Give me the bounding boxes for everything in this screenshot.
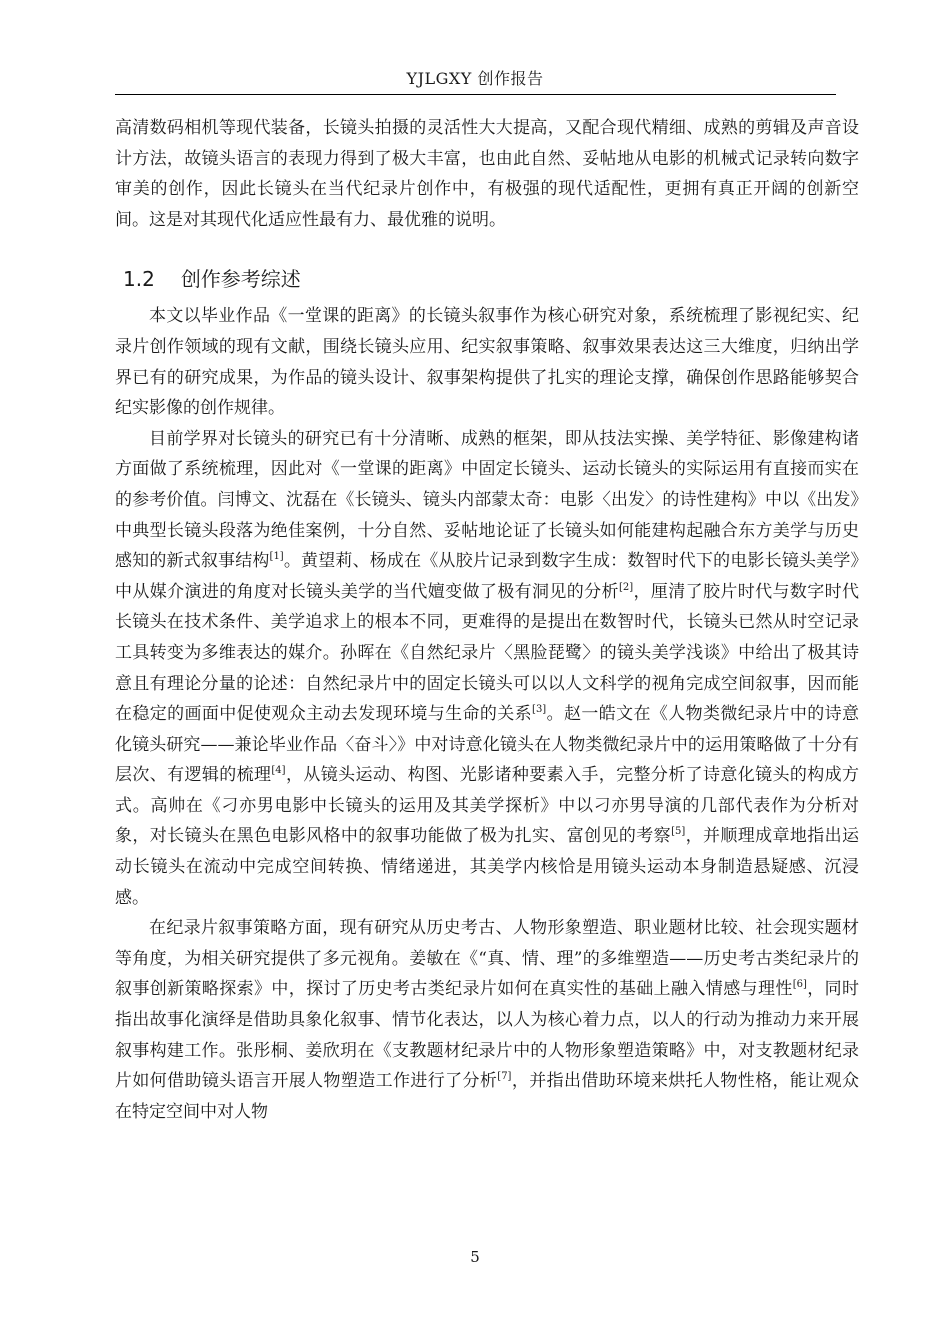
page-number: 5 (470, 1248, 480, 1266)
section-number: 1.2 (123, 267, 155, 292)
document-body (115, 113, 859, 1127)
paragraph-text: ，厘清了胶片时代与数字时代长镜头在技术条件、美学追求上的根本不同，更难得的是提出在数智时代，长镜头已然从时空记录工具转变为多维表达的媒介。孙晖在《自然纪录片〈黑脸琵鹭〉的镜头美学浅谈》中给出了极其诗意且有理论分量的论述：自然纪录片中的固定长镜头可以以人文科学的视角完成空间叙事，因而能在稳定的画面中促使观众主动去发现环境与生命的关系 (115, 581, 860, 725)
citation-4: [4] (271, 765, 286, 777)
page-header-title: YJLGXY 创作报告 (406, 69, 544, 88)
paragraph-text: 在纪录片叙事策略方面，现有研究从历史考古、人物形象塑造、职业题材比较、社会现实题材等角度，为相关研究提供了多元视角。姜敏在《“真、情、理”的多维塑造——历史考古类纪录片的叙事创新策略探索》中，探讨了历史考古类纪录片如何在真实性的基础上融入情感与理性 (115, 918, 859, 1000)
paragraph-text: ，并顺理成章地指出运动长镜头在流动中完成空间转换、情绪递进，其美学内核恰是用镜头运动本身制造悬疑感、沉浸感。 (115, 826, 860, 908)
citation-1: [1] (269, 551, 284, 563)
body-paragraph-2 (115, 424, 859, 914)
citation-3: [3] (532, 704, 547, 716)
paragraph-text: 目前学界对长镜头的研究已有十分清晰、成熟的框架，即从技法实操、美学特征、影像建构诸方面做了系统梳理，因此对《一堂课的距离》中固定长镜头、运动长镜头的实际运用有直接而实在的参考价值。闫博文、沈磊在《长镜头、镜头内部蒙太奇：电影〈出发〉的诗性建构》中以《出发》中典型长镜头段落为绝佳案例，十分自然、妥帖地论证了长镜头如何能建构起融合东方美学与历史感知的新式叙事结构 (115, 428, 859, 572)
citation-7: [7] (497, 1071, 512, 1083)
paragraph-text: 。黄望莉、杨成在《从胶片记录到数字生成：数智时代下的电影长镜头美学》中从媒介演进的角度对长镜头美学的当代嬗变做了极有洞见的分析 (115, 551, 860, 602)
paragraph-text: 。赵一皓文在《人物类微纪录片中的诗意化镜头研究——兼论毕业作品〈奋斗〉》中对诗意化镜头在人物类微纪录片中的运用策略做了十分有层次、有逻辑的梳理 (115, 704, 860, 786)
body-paragraph-3 (115, 913, 859, 1127)
citation-5: [5] (671, 826, 686, 838)
paragraph-text: ，同时指出故事化演绎是借助具象化叙事、情节化表达，以人为核心着力点，以人的行动为推动力来开展叙事构建工作。张彤桐、姜欣玥在《支教题材纪录片中的人物形象塑造策略》中，对支教题材纪录片如何借助镜头语言开展人物塑造工作进行了分析 (115, 979, 860, 1092)
intro-paragraph: 高清数码相机等现代装备，长镜头拍摄的灵活性大大提高，又配合现代精细、成熟的剪辑及声音设计方法，故镜头语言的表现力得到了极大丰富，也由此自然、妥帖地从电影的机械式记录转向数字审美的创作，因此长镜头在当代纪录片创作中，有极强的现代适配性，更拥有真正开阔的创新空间。这是对其现代化适应性最有力、最优雅的说明。 (115, 118, 859, 230)
header-divider (115, 94, 836, 95)
citation-2: [2] (618, 581, 634, 593)
section-title: 创作参考综述 (180, 267, 301, 292)
section-heading (123, 265, 859, 293)
paragraph-text: ，并指出借助环境来烘托人物性格，能让观众在特定空间中对人物 (115, 1071, 860, 1122)
paragraph-text: ，从镜头运动、构图、光影诸种要素入手，完整分析了诗意化镜头的构成方式。高帅在《刁亦男电影中长镜头的运用及其美学探析》中以刁亦男导演的几部代表作为分析对象，对长镜头在黑色电影风格中的叙事功能做了极为扎实、富创见的考察 (115, 765, 860, 847)
citation-6: [6] (792, 979, 807, 991)
body-paragraph-1: 本文以毕业作品《一堂课的距离》的长镜头叙事作为核心研究对象，系统梳理了影视纪实、纪录片创作领域的现有文献，围绕长镜头应用、纪实叙事策略、叙事效果表达这三大维度，归纳出学界已有的研究成果，为作品的镜头设计、叙事架构提供了扎实的理论支撑，确保创作思路能够契合纪实影像的创作规律。 (115, 306, 859, 419)
